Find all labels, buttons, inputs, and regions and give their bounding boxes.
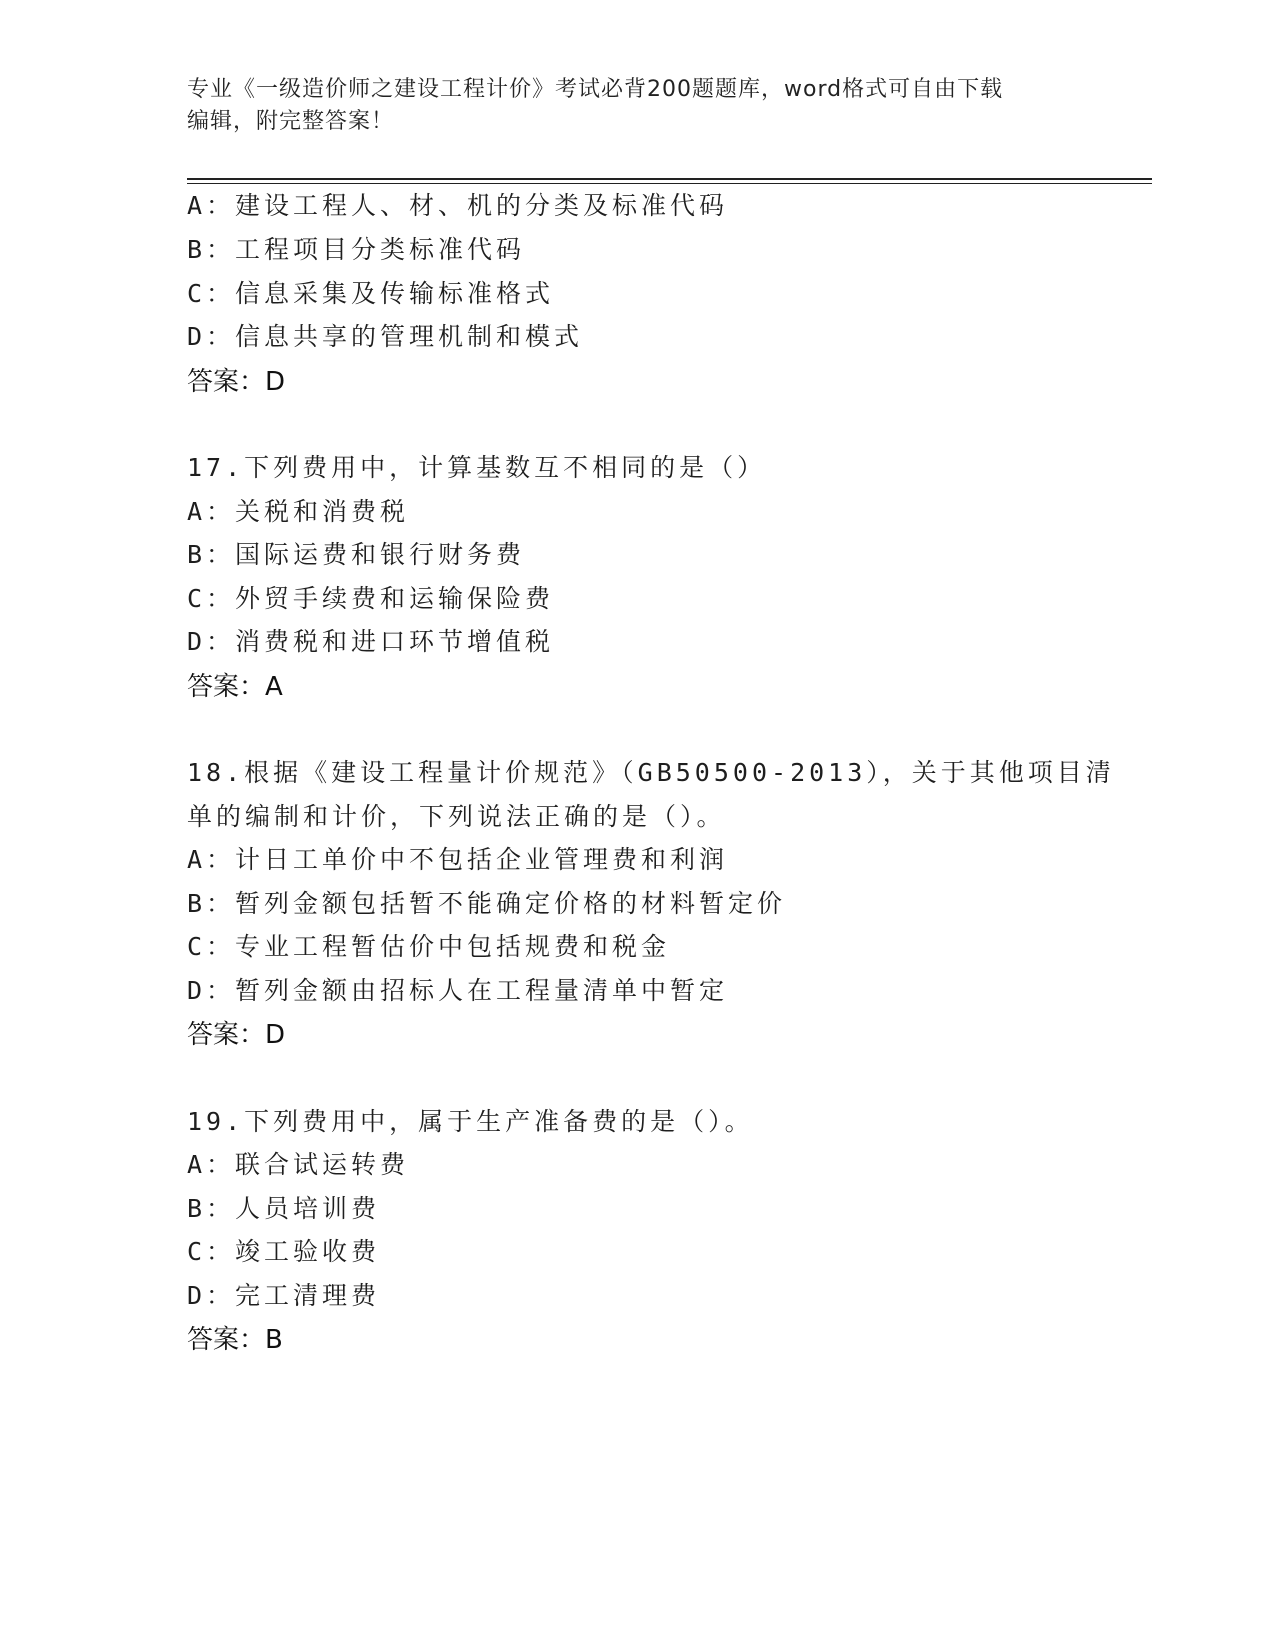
q19-answer: 答案：B bbox=[187, 1325, 283, 1355]
q16-answer: 答案：D bbox=[187, 367, 286, 397]
q17-option-a: A：关税和消费税 bbox=[187, 497, 410, 526]
q16-option-c: C：信息采集及传输标准格式 bbox=[187, 279, 555, 308]
q17-option-c: C：外贸手续费和运输保险费 bbox=[187, 584, 555, 613]
q19-option-a: A：联合试运转费 bbox=[187, 1150, 410, 1179]
document-header bbox=[187, 74, 1087, 138]
q19-stem: 19.下列费用中，属于生产准备费的是（）。 bbox=[187, 1107, 754, 1136]
q18-stem-line-1: 18.根据《建设工程量计价规范》（GB50500-2013），关于其他项目清 bbox=[187, 758, 1115, 787]
q17-option-b: B：国际运费和银行财务费 bbox=[187, 540, 526, 569]
header-line-1: 专业《一级造价师之建设工程计价》考试必背200题题库，word格式可自由下载 bbox=[187, 77, 1004, 102]
q19-option-d: D：完工清理费 bbox=[187, 1281, 381, 1310]
q18-option-b: B：暂列金额包括暂不能确定价格的材料暂定价 bbox=[187, 889, 787, 918]
q16-option-a: A：建设工程人、材、机的分类及标准代码 bbox=[187, 191, 729, 220]
q16-option-d: D：信息共享的管理机制和模式 bbox=[187, 322, 584, 351]
q18-stem-line-2: 单的编制和计价，下列说法正确的是（）。 bbox=[187, 802, 726, 831]
q17-answer: 答案：A bbox=[187, 672, 283, 702]
q19-option-b: B：人员培训费 bbox=[187, 1194, 381, 1223]
q17-option-d: D：消费税和进口环节增值税 bbox=[187, 627, 555, 656]
header-line-2: 编辑，附完整答案！ bbox=[187, 109, 395, 134]
header-divider bbox=[187, 178, 1152, 184]
q16-option-b: B：工程项目分类标准代码 bbox=[187, 235, 526, 264]
q18-answer: 答案：D bbox=[187, 1020, 286, 1050]
q18-option-a: A：计日工单价中不包括企业管理费和利润 bbox=[187, 845, 729, 874]
q18-option-d: D：暂列金额由招标人在工程量清单中暂定 bbox=[187, 976, 729, 1005]
q18-option-c: C：专业工程暂估价中包括规费和税金 bbox=[187, 932, 671, 961]
q19-option-c: C：竣工验收费 bbox=[187, 1237, 381, 1266]
q17-stem: 17.下列费用中，计算基数互不相同的是（） bbox=[187, 453, 767, 482]
